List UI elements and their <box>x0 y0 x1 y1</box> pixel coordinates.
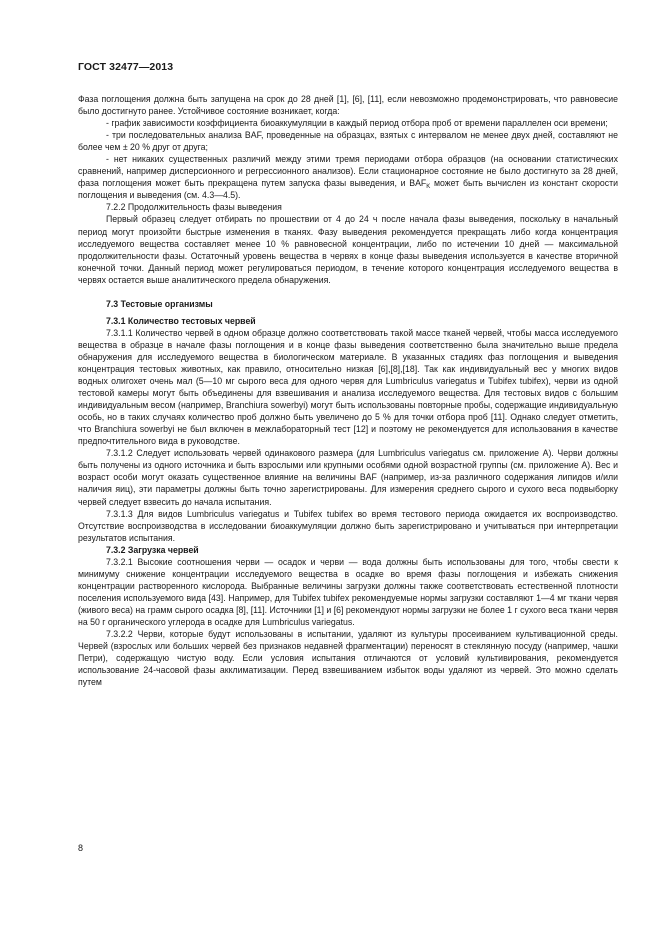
subsection-heading: 7.3.1 Количество тестовых червей <box>106 315 256 326</box>
document-body <box>78 93 618 688</box>
paragraph: 7.3.2.2 Черви, которые будут использованы в испытании, удаляют из культуры просеиванием культивационной среды. Червей (взрослых или больших червей без признаков недавней фрагментации) переносят в стеклянную посуду (например, чашки Петри), содержащую чистую воду. Если условия испытания отличаются от условий культивирования, рекомендуется использование 24-часовой фазы акклиматизации. Перед взвешиванием избыток воды удаляют из червей. Это можно сделать путем <box>78 629 618 688</box>
subscript: K <box>426 184 431 191</box>
paragraph: 7.3.1.2 Следует использовать червей одинакового размера (для Lumbriculus variegatus см. приложение А). Черви должны быть получены из одного источника и быть взрослыми или крупными особями одной возрастной группы (см. приложение А). Вес и возраст особи могут оказать существенное влияние на величины BAF (например, из-за различного содержания липидов и/или наличия яиц), эти параметры должны быть точно зарегистрированы. Для измерения среднего сырого и сухого веса подвыборку червей следует взвесить до начала испытания. <box>78 448 618 507</box>
paragraph: 7.3.1.1 Количество червей в одном образце должно соответствовать такой массе тканей червей, чтобы масса исследуемого вещества в образце в начале фазы поглощения и в конце фазы выведения соответственно была значительно выше предела обнаружения для исследуемого вещества в биологическом материале. В указанных стадиях фаз поглощения и выведения концентрация тестовых животных, как правило, относительно низкая [6],[8],[18]. Так как индивидуальный вес у многих видов водных олигохет очень мал (5—10 мг сырого веса для одного червя для Lumbriculus variegatus и Tubifex tubifex), черви из одной тестовой камеры могут быть объединены для взвешивания и анализа исследуемого вещества. Для тестовых видов с большим индивидуальным весом (например, Branchiura sowerbyi) могут быть использованы повторные пробы, содержащие индивидуальную особь, но в таких случаях количество проб должно быть увеличено до 5 % для точки отбора проб [11]. Однако следует отметить, что Branchiura sowerbyi не был включен в межлабораторный тест [12] и поэтому не рекомендуется для использования в качестве предпочтительного вида в руководстве. <box>78 327 618 447</box>
page-number: 8 <box>78 843 84 853</box>
subsection-title: 7.2.2 Продолжительность фазы выведения <box>106 202 282 213</box>
list-item: - три последовательных анализа BAF, проведенные на образцах, взятых с интервалом не менее двух дней, составляют не более чем ± 20 % друг от друга; <box>78 130 618 153</box>
list-item <box>78 153 618 201</box>
section-heading: 7.3 Тестовые организмы <box>106 298 213 309</box>
subsection-heading: 7.3.2 Загрузка червей <box>106 544 199 555</box>
list-item: - график зависимости коэффициента биоаккумуляции в каждый период отбора проб от времени параллелен оси времени; <box>106 118 608 129</box>
paragraph: Первый образец следует отбирать по прошествии от 4 до 24 ч после начала фазы выведения, поскольку в начальный период могут произойти быстрые изменения в тканях. Фазу выведения рекомендуется прекращать либо когда концентрация исследуемого вещества составляет менее 10 % равновесной концентрации, либо по истечении 10 дней — максимальной продолжительности фазы. Остаточный уровень вещества в червях в конце фазы выведения используется в качестве вторичной конечной точки. Данный период может регулироваться периодом, в течение которого концентрация исследуемого вещества в червях остается выше аналитического предела обнаружения. <box>78 214 618 285</box>
paragraph: Фаза поглощения должна быть запущена на срок до 28 дней [1], [6], [11], если невозможно продемонстрировать, что равновесие было достигнуто ранее. Устойчивое состояние возникает, когда: <box>78 94 618 117</box>
text-run: - нет никаких существенных различий между этими тремя периодами отбора образцов (на основании статистических сравнений, например дисперсионного и регрессионного анализов). Если стационарное состояние не было достигнуто за 28 дней, фаза поглощения может быть прекращена путем запуска фазы выведения, и BAF <box>78 154 618 189</box>
text-run: может быть вычислен из констант скорости поглощения и выведения (см. 4.3—4.5). <box>78 178 619 201</box>
document-header: ГОСТ 32477—2013 <box>78 61 174 73</box>
paragraph: 7.3.2.1 Высокие соотношения черви — осадок и черви — вода должны быть использованы для того, чтобы свести к минимуму снижение концентрации исследуемого вещества в осадке во время фазы поглощения и избежать снижения концентрации растворенного кислорода. Выбранные величины загрузки должны также соответствовать естественной плотности поселения используемого вида [43]. Например, для Tubifex tubifex рекомендуемые нормы загрузки составляют 1—4 мг ткани червя (живого веса) на грамм сырого осадка [8], [11]. Источники [1] и [6] рекомендуют нормы загрузки не более 1 г сухого веса ткани червя на 50 г органического углерода в осадке для Lumbriculus variegatus. <box>78 556 618 627</box>
paragraph: 7.3.1.3 Для видов Lumbriculus variegatus и Tubifex tubifex во время тестового периода ожидается их воспроизводство. Отсутствие воспроизводства в исследовании биоаккумуляции должно быть зарегистрировано и учитываться при интерпретации результатов испытания. <box>78 508 618 543</box>
